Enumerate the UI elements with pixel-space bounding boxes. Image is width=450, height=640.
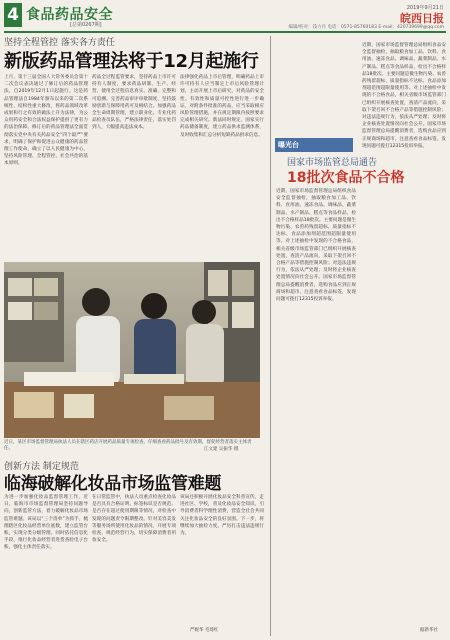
lead-column-2: 药品全过程监管要求，坚持药品上市许可持有人制度，要求药品研制、生产、经营、使用全过程信息真实、准确、完整和可追溯。完善药品审评审批制度，坚持鼓励创新与保障用药可及相结合。加强药品全生命周期管理，建立职业化、专业化药品检查员队伍，严格法律责任，落实处罚到人，大幅提高违法成本。 (92, 75, 176, 131)
column-divider (270, 36, 271, 636)
sidebar-column-1: 近期，国家市场监督管理总局组织食品安全监督抽检，抽取粮食加工品、饮料、食用油、速冻食品、调味品、蔬菜制品、水产制品、糕点等食品样品，检出不合格样品18批次。主要问题是微生物污染、农兽药残留超标、质量指标不达标、食品添加剂超范围超限量使用等。对上述抽检中发现的不合格食品，相关省级市场监管部门已组织开展核查处置，查清产品流向，采取下架召回不合格产品等措施控制风险；对违法违规行为，依法从严处理；及时将企业核查处置情况向社会公开。国家市场监督管理总局提醒消费者，选购食品应到正规商场和超市，注意查看食品标签，发现问题可拨打12315投诉举报。 (276, 189, 356, 303)
second-byline: 严妮华 毛琦红 (190, 628, 219, 633)
editor-credit: 编辑/校对：钱力丹 电话：0571-85760183 E-mail：420739699@qq.com (288, 25, 444, 30)
lead-kicker: 坚持全程管控 落实各方责任 (4, 38, 115, 48)
second-headline: 临海破解化妆品市场监管难题 (4, 474, 222, 494)
page-number: 4 (4, 3, 22, 27)
newspaper-brand: 皖西日报 (400, 12, 444, 25)
photo-caption: 近日，某区市场监督管理局执法人员在辖区药店开展药品质量专项检查，仔细查看药品批号及有效期，督促经营者落实主体责任。 (4, 440, 252, 451)
lead-column-1: 上月，第十三届全国人大常务委员会第十二次会议表决通过了修订后的药品管理法，自2019年12月1日起施行。这是药品管理法自1984年颁布以来的第二次系统性、结构性重大修改，将药品领域改革成果和行之有效的做法上升为法律，为公众用药安全和合法权益保护提供了更有力的法治保障。修订后的药品管理法全面贯彻落实党中央有关药品安全“四个最严”要求，明确了保护和促进公众健康的药品管理工作使命，确立了以人民健康为中心，坚持风险管理、全程管控、社会共治的基本原则。 (4, 75, 88, 167)
second-column-2: 在日常监管中，执法人员重点检查化妆品是否具有合格证明、标签标识是否规范、是否存在超过使用期限等情况，对检查中发现的问题责令限期整改。针对美容美发等服务场所使用化妆品的情况，开展专项检查，规范经营行为，切实保障消费者用妆安全。 (92, 495, 176, 544)
second-column-1: 为进一步加强化妆品监督管理工作，近日，临海市市场监督管理局坚持问题导向，创新监管方法，着力破解化妆品市场监管难题。该局以“三个清单”为抓手，梳理辖区化妆品经营单位底数，建立监管台账，实现分类分级管理。同时依托信息化手段，推行化妆品经营者进货查验电子台账，强化主体责任落实。 (4, 495, 88, 551)
second-column-3: 该局还积极开展化妆品安全科普宣传，走进社区、学校，普及化妆品安全知识，引导消费者科学理性消费，营造全社会共同关注化妆品安全的良好氛围。下一步，将继续加大抽检力度，严厉打击违法违规行为。 (180, 495, 264, 537)
photo-credit: 江文建 吴振华 摄 (204, 447, 239, 452)
section-issue: [总第0267期] (70, 22, 102, 28)
section-title: 食品药品安全 (26, 7, 113, 23)
masthead-rule (4, 31, 446, 33)
sidebar-byline: 据新华社 (420, 628, 438, 633)
second-kicker: 创新方法 制定规范 (4, 462, 79, 472)
sidebar-banner-label: 曝光台 (278, 141, 299, 149)
inspection-photo (4, 262, 260, 438)
sidebar-column-2: 近期，国家市场监督管理总局组织食品安全监督抽检，抽取粮食加工品、饮料、食用油、速冻食品、调味品、蔬菜制品、水产制品、糕点等食品样品，检出不合格样品18批次。主要问题是微生物污染、农兽药残留超标、质量指标不达标、食品添加剂超范围超限量使用等。对上述抽检中发现的不合格食品，相关省级市场监管部门已组织开展核查处置，查清产品流向，采取下架召回不合格产品等措施控制风险；对违法违规行为，依法从严处理；及时将企业核查处置情况向社会公开。国家市场监督管理总局提醒消费者，选购食品应到正规商场和超市，注意查看食品标签，发现问题可拨打12315投诉举报。 (362, 43, 446, 149)
issue-date: 2019年9月21日 (406, 5, 444, 11)
masthead (0, 0, 450, 31)
sidebar-subheadline: 国家市场监管总局通告 (287, 158, 378, 168)
lead-headline: 新版药品管理法将于12月起施行 (4, 51, 259, 72)
lead-column-3: 法律强化药品上市后管理，明确药品上市许可持有人应当制定上市后风险管理计划，主动开展上市后研究，对药品的安全性、有效性和质量可控性进行进一步确证。对附条件批准的药品，应当采取相应风险管理措施，并在规定期限内按照要求完成相关研究。新法同时规定，国家实行药品储备制度，建立药品供求监测体系，及时收集和汇总分析短缺药品供求信息。 (180, 75, 264, 138)
sidebar-headline: 18批次食品不合格 (287, 170, 405, 186)
